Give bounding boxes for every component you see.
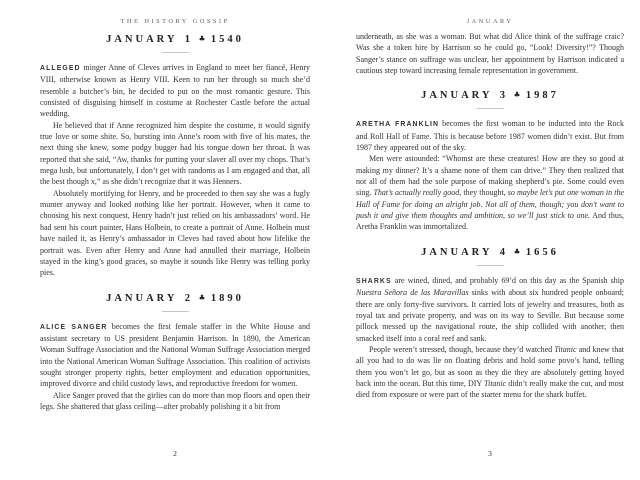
entry-year: 1540 [210,34,244,45]
club-ornament-icon: ♣ [508,246,525,256]
body-text: sinks with about six hundred people onboard; there are only forty-five survivors. It carried lots of jewelry and treasures, both as royal tax and private property, and was on its way to Seville. But because some pillock messed up the navigational route, the ship collided with another, then smacked itself into a coral reef and sank. [356,288,624,343]
entry-heading [356,90,624,101]
entry-heading [40,293,310,304]
body-text: Men were astounded: “Whomst are these creatures! How are they so good at making my dinner? It’s a shame none of them can drive.” They then realized that not all of them had the sole purpose of making shepherd’s pie. Some could even sing. [356,154,624,198]
body-text: Absolutely mortifying for Henry, and he proceeded to then say she was a fugly munter anyway and looked nothing like her portrait. However, when it came to choosing his next conquest, Henry hadn’t just relied on his ambassadors’ word. He had sent his court painter, Hans Holbein, to create a portrait of Anne. Holbein must have nailed it, as Henry’s ambassador in Cleves had raved about how lifelike the portrait was. Even after Henry and Anne had annulled their marriage, Holbein stayed in the king’s good graces, so maybe it sounds like Henry was telling porky pies. [40,188,310,278]
running-head-right: JANUARY [466,18,514,25]
body-paragraph [356,344,624,401]
club-ornament-icon: ♣ [508,90,525,100]
entry-lead-word: ALLEGED [40,65,81,72]
entry-date: JANUARY 2 [106,292,193,304]
club-ornament-icon: ♣ [193,34,210,43]
body-paragraph [356,31,624,76]
page-number-right: 3 [488,449,492,458]
heading-divider [162,311,189,312]
body-text: didn’t really make the cut, and most died from exposure or were part of the starter menu for the shark buffet. [356,378,625,400]
page-right [320,0,640,480]
italic-text: Titanic [483,378,507,388]
body-text: , they thought, [459,188,508,198]
entry-date: JANUARY 1 [106,34,193,45]
entry-lead-word: ALICE SANGER [40,323,108,331]
body-text: minger Anne of Cleves arrives in England to meet her fiancé, Henry VIII, otherwise known as Henry VIII. Keen to run her through so much she’d resemble a butcher’s bin, he decided to put on the most romantic gesture. This consisted of disguising himself in costume at Rochester Castle before the actual wedding. [40,63,310,119]
running-head-left: THE HISTORY GOSSIP [120,18,230,25]
page-left-body [40,34,310,412]
body-paragraph [40,188,310,279]
italic-text: so maybe let’s put one woman in the Hall of Fame for doing an alright job. Not all of them, though; you don’t want to push it and give them thoughts and ambition, so we’ll just stick to one. [356,188,625,221]
body-text: are wined, dined, and probably 69’d on this day as the Spanish ship [391,275,624,285]
body-text: becomes the first female staffer in the White House and assistant secretary to US president Benjamin Harrison. In 1890, the American Woman Suffrage Association and the National Woman Suffrage Association merged into the National American Woman Suffrage Association. This coalition of activists sought stronger property rights, better employment and education opportunities, improved divorce and child custody laws, and reproductive freedom for women. [40,321,310,389]
entry-heading [40,34,310,45]
heading-divider [477,108,504,109]
entry-year: 1890 [210,292,244,304]
entry-year: 1987 [525,90,559,102]
italic-text: Titanic [554,344,577,354]
page-number-left: 2 [173,449,177,458]
body-paragraph [40,390,310,413]
body-paragraph [356,118,624,153]
entry-lead-word: ARETHA FRANKLIN [356,121,440,129]
entry-year: 1656 [525,246,559,258]
body-text: becomes the first woman to be inducted into the Rock and Roll Hall of Fame. This is because before 1987 women didn’t exist. But from 1987 they appeared out of the sky. [356,119,624,153]
page-right-body [356,31,624,401]
body-paragraph [40,120,310,188]
body-paragraph [356,153,624,232]
body-text: Alice Sanger proved that the girlies can do more than mop floors and open their legs. She shattered that glass ceiling—after probably polishing it a bit from [40,390,310,411]
club-ornament-icon: ♣ [193,292,210,302]
body-paragraph [40,62,310,120]
body-text: People weren’t stressed, though, because they’d watched [369,344,555,354]
entry-date: JANUARY 3 [421,90,508,102]
body-paragraph [40,321,310,390]
entry-lead-word: SHARKS [356,277,392,285]
italic-text: Nuestra Señora de las Maravillas [356,288,469,298]
entry-date: JANUARY 4 [421,246,508,258]
heading-divider [162,52,189,53]
body-text: underneath, as she was a woman. But what did Alice think of the suffrage craic? Was she a token hire by Harrison so he could go, “Look! Diversity!”? Though Sanger’s stance on suffrage was unclear, her appointment by Harrison indicated a cautious step toward increasing female representation in government. [356,32,624,76]
body-text: He believed that if Anne recognized him despite the costume, it would signify true love or some shite. So, bursting into Anne’s room with five of his mates, the next thing she knew, some podgy bugger had his tongue down her throat. It was reported that she said, “Aw, thanks for putting your slaver all over my chops. That’s mega lush, but unfortunately, I don’t get with randoms as I am engaged and that, all the best though x,” as she didn’t recognize that it was Henners. [40,120,310,187]
italic-text: That’s actually really good [373,188,460,198]
heading-divider [477,265,504,266]
body-text: and knew that all you had to do was lie on floating debris and hold some povo’s hand, telling them you won’t let go, but as soon as they die they are absolutely getting hoyed back into the ocean. But this time, DIY [356,344,624,388]
body-text: And thus, Aretha Franklin was immortalized. [356,211,625,232]
body-paragraph [356,275,624,344]
entry-heading [356,247,624,258]
